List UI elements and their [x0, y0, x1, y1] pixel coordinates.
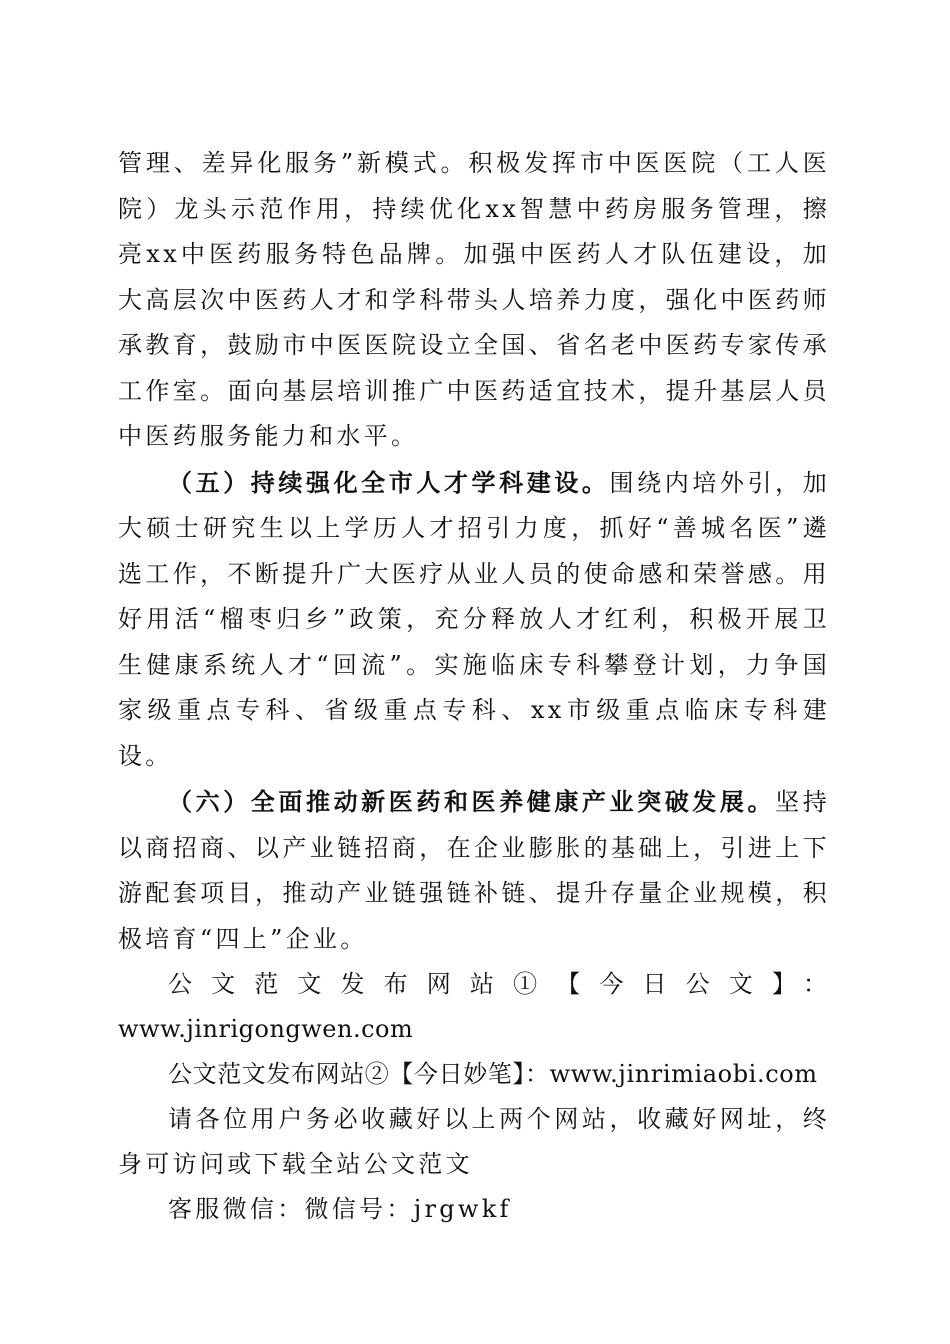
paragraph-text: 围绕内培外引，加大硕士研究生以上学历人才招引力度，抓好“善城名医”遴选工作，不断提升广大医疗从业人员的使命感和荣誉感。用好用活“榴枣归乡”政策，充分释放人才红利，积极开展卫生健康系统人才“回流”。实施临床专科攀登计划，力争国家级重点专科、省级重点专科、xx市级重点临床专科建设。 — [118, 468, 830, 770]
paragraph-text: 坚持以商招商、以产业链招商，在企业膨胀的基础上，引进上下游配套项目，推动产业链强链补链、提升存量企业规模，积极培育“四上”企业。 — [118, 788, 830, 953]
section-heading: （六）全面推动新医药和医养健康产业突破发展。 — [168, 787, 776, 816]
section-heading: （五）持续强化全市人才学科建设。 — [168, 467, 610, 497]
site1-label: 公文范文发布网站①【今日公文】： — [168, 970, 830, 998]
paragraph-section-5 — [118, 460, 830, 780]
paragraph-text: 管理、差异化服务”新模式。积极发挥市中医医院（工人医院）龙头示范作用，持续优化xx智慧中药房服务管理，擦亮xx中医药服务特色品牌。加强中医药人才队伍建设，加大高层次中医药人才和学科带头人培养力度，强化中医药师承教育，鼓励市中医医院设立全国、省名老中医药专家传承工作室。面向基层培训推广中医药适宜技术，提升基层人员中医药服务能力和水平。 — [118, 149, 830, 450]
site1-url: www.jinrigongwen.com — [118, 1015, 414, 1043]
customer-service: 客服微信：微信号：jrgwkf — [168, 1195, 512, 1223]
paragraph-section-6 — [118, 779, 830, 962]
paragraph-continued — [118, 141, 830, 460]
site2-line: 公文范文发布网站②【今日妙笔】：www.jinrimiaobi.com — [168, 1060, 818, 1088]
notice-text: 请各位用户务必收藏好以上两个网站，收藏好网址，终身可访问或下载全站公文范文 — [118, 1105, 830, 1178]
footer-notice — [118, 962, 830, 1232]
document-page — [118, 141, 830, 1232]
